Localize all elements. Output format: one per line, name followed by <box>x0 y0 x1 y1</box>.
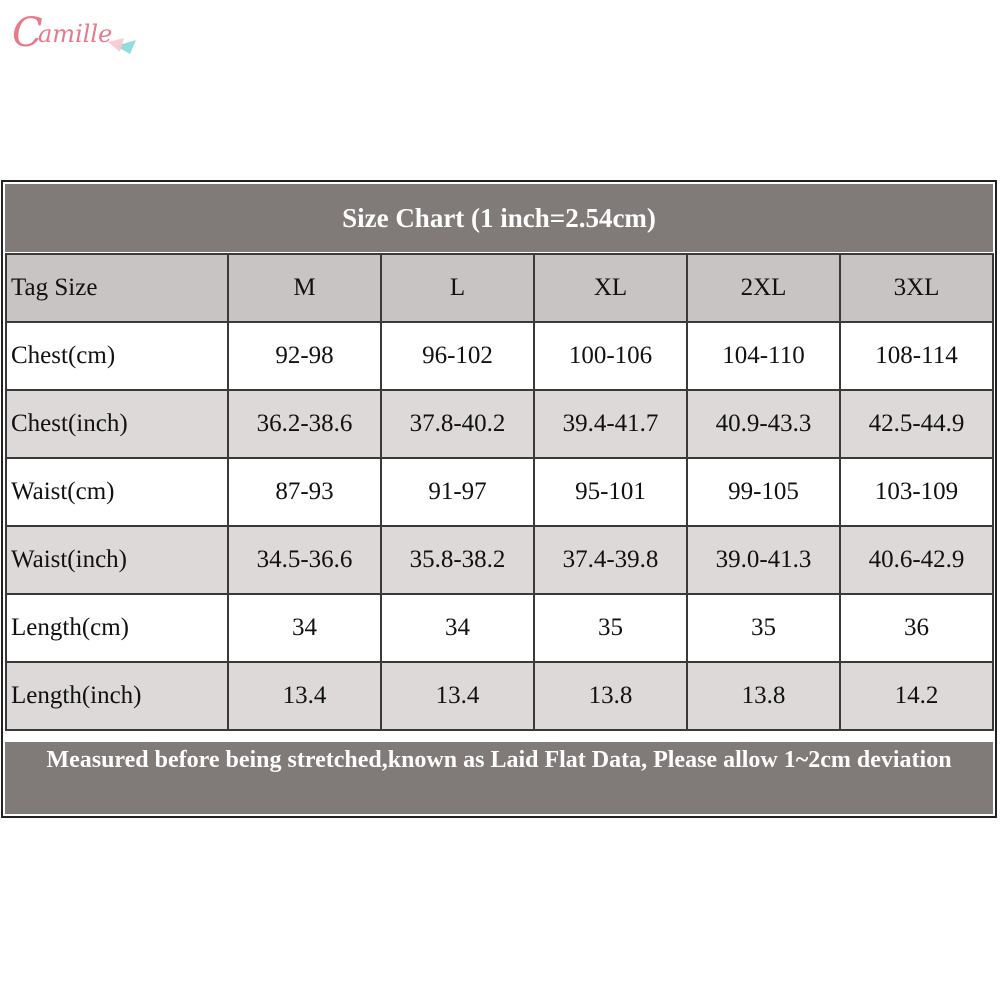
row-label: Chest(inch) <box>6 390 228 458</box>
camille-logo-icon <box>8 2 138 62</box>
row-label: Waist(cm) <box>6 458 228 526</box>
size-header-3xl: 3XL <box>840 254 993 322</box>
table-row <box>6 322 993 390</box>
table-cell: 91-97 <box>381 458 534 526</box>
table-cell: 100-106 <box>534 322 687 390</box>
table-cell: 13.8 <box>534 662 687 730</box>
row-label: Chest(cm) <box>6 322 228 390</box>
table-cell: 42.5-44.9 <box>840 390 993 458</box>
row-label: Length(cm) <box>6 594 228 662</box>
table-cell: 36.2-38.6 <box>228 390 381 458</box>
table-cell: 39.4-41.7 <box>534 390 687 458</box>
table-cell: 13.4 <box>228 662 381 730</box>
table-cell: 35 <box>534 594 687 662</box>
table-cell: 103-109 <box>840 458 993 526</box>
table-cell: 34 <box>381 594 534 662</box>
chart-footer-note: Measured before being stretched,known as Laid Flat Data, Please allow 1~2cm deviation <box>5 742 993 814</box>
table-header-row <box>6 254 993 322</box>
brand-logo <box>8 2 138 62</box>
table-cell: 92-98 <box>228 322 381 390</box>
size-table <box>5 253 994 731</box>
chart-title: Size Chart (1 inch=2.54cm) <box>5 184 993 252</box>
table-row <box>6 594 993 662</box>
row-label: Length(inch) <box>6 662 228 730</box>
size-header-xl: XL <box>534 254 687 322</box>
table-cell: 87-93 <box>228 458 381 526</box>
table-cell: 35 <box>687 594 840 662</box>
table-cell: 14.2 <box>840 662 993 730</box>
table-cell: 99-105 <box>687 458 840 526</box>
table-row <box>6 526 993 594</box>
svg-text:amille: amille <box>38 20 113 48</box>
table-cell: 34 <box>228 594 381 662</box>
table-cell: 36 <box>840 594 993 662</box>
table-row <box>6 458 993 526</box>
size-chart <box>1 180 997 818</box>
table-cell: 40.9-43.3 <box>687 390 840 458</box>
table-cell: 37.4-39.8 <box>534 526 687 594</box>
table-cell: 39.0-41.3 <box>687 526 840 594</box>
header-label: Tag Size <box>6 254 228 322</box>
row-label: Waist(inch) <box>6 526 228 594</box>
table-cell: 35.8-38.2 <box>381 526 534 594</box>
table-cell: 96-102 <box>381 322 534 390</box>
table-cell: 34.5-36.6 <box>228 526 381 594</box>
size-header-2xl: 2XL <box>687 254 840 322</box>
table-cell: 108-114 <box>840 322 993 390</box>
size-header-m: M <box>228 254 381 322</box>
table-cell: 13.4 <box>381 662 534 730</box>
table-cell: 37.8-40.2 <box>381 390 534 458</box>
table-cell: 40.6-42.9 <box>840 526 993 594</box>
table-cell: 13.8 <box>687 662 840 730</box>
size-header-l: L <box>381 254 534 322</box>
table-row <box>6 662 993 730</box>
table-cell: 95-101 <box>534 458 687 526</box>
table-cell: 104-110 <box>687 322 840 390</box>
table-row <box>6 390 993 458</box>
svg-text:C: C <box>12 10 43 56</box>
